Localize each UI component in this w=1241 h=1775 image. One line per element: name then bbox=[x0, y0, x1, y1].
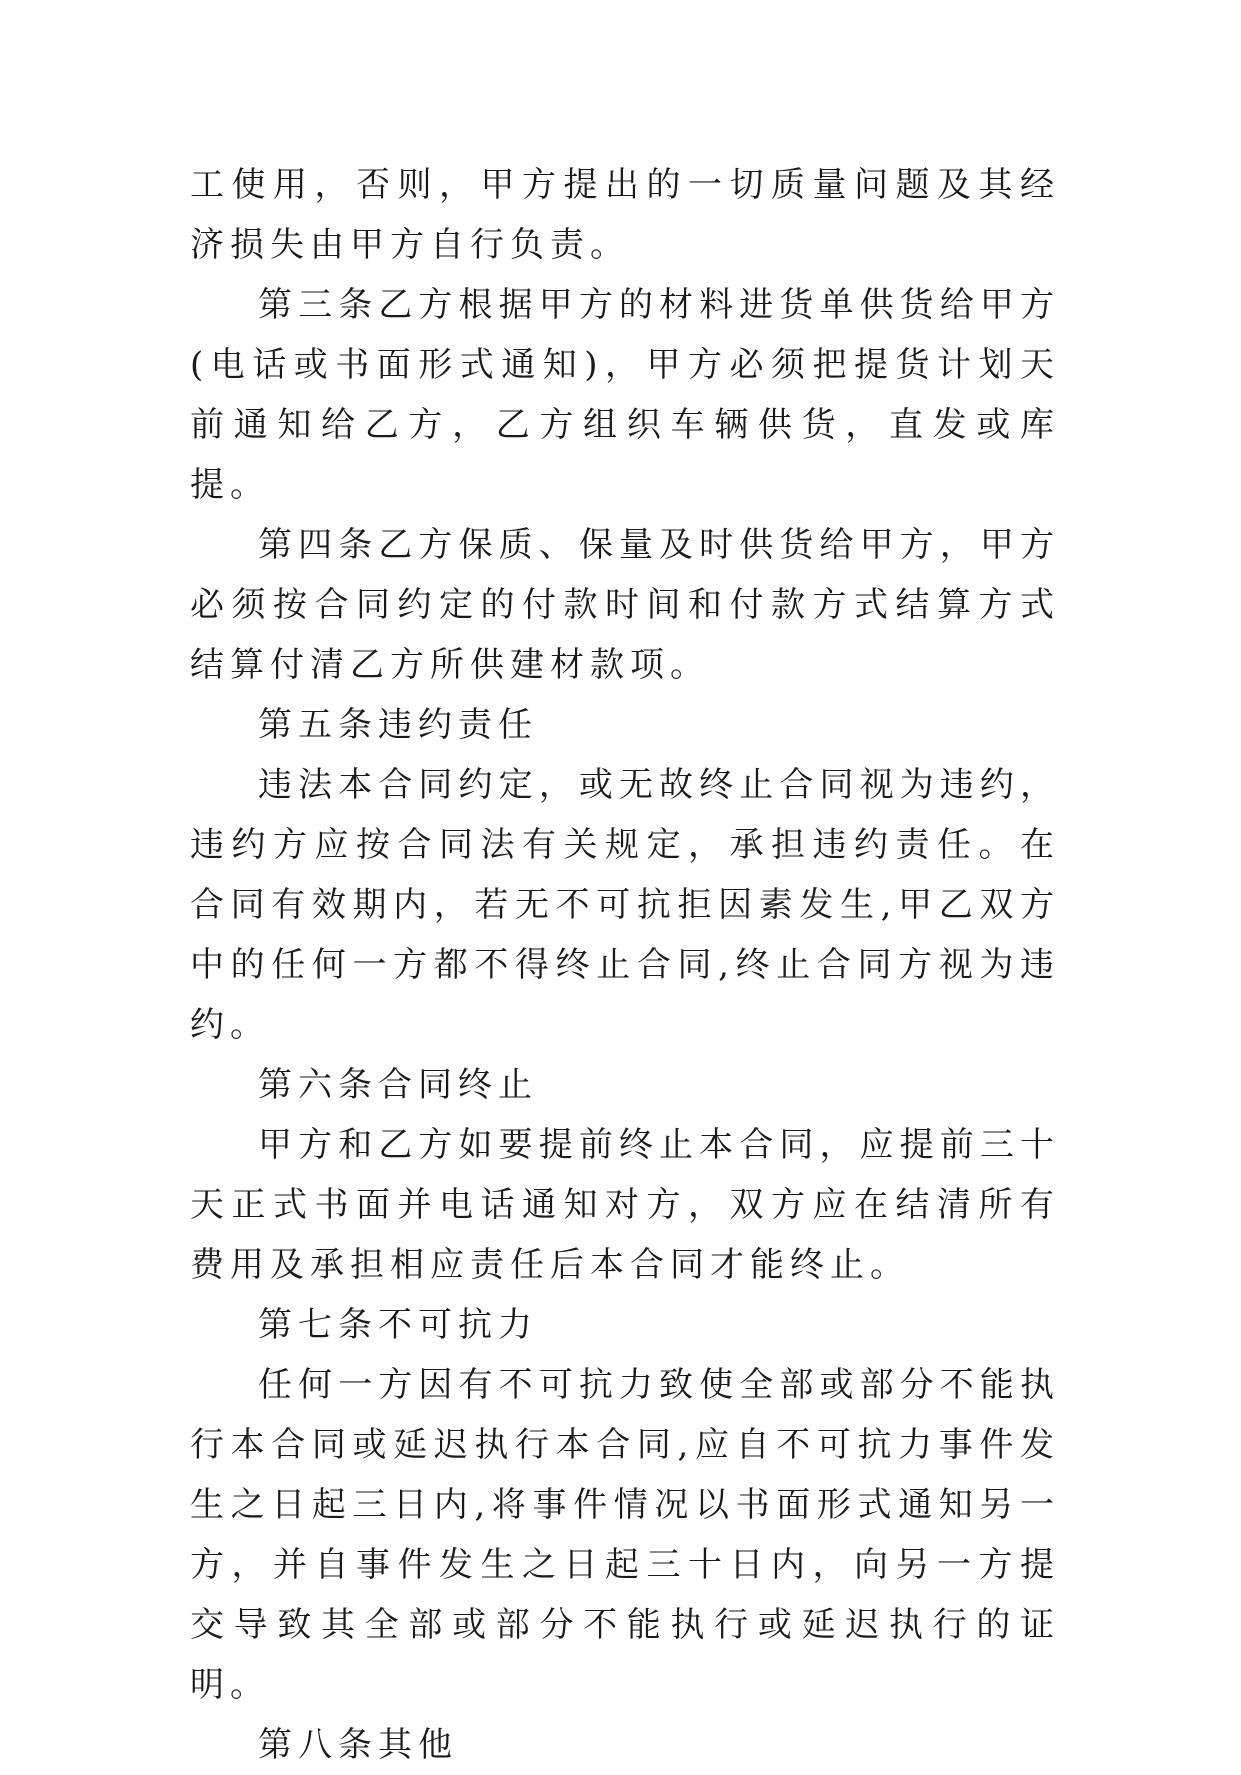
paragraph-article-5-body: 违法本合同约定，或无故终止合同视为违约，违约方应按合同法有关规定，承担违约责任。在合同有效期内，若无不可抗拒因素发生,甲乙双方中的任何一方都不得终止合同,终止合同方视为违约。 bbox=[190, 765, 1060, 1045]
paragraph-article-6-body: 甲方和乙方如要提前终止本合同，应提前三十天正式书面并电话通知对方，双方应在结清所有费用及承担相应责任后本合同才能终止。 bbox=[190, 1125, 1060, 1285]
paragraph-article-3: 第三条乙方根据甲方的材料进货单供货给甲方(电话或书面形式通知)，甲方必须把提货计划天前通知给乙方，乙方组织车辆供货，直发或库提。 bbox=[190, 285, 1060, 505]
heading-article-6: 第六条合同终止 bbox=[258, 1065, 538, 1105]
document-body bbox=[190, 155, 1060, 1775]
heading-article-7: 第七条不可抗力 bbox=[258, 1305, 538, 1345]
paragraph-article-4: 第四条乙方保质、保量及时供货给甲方，甲方必须按合同约定的付款时间和付款方式结算方式结算付清乙方所供建材款项。 bbox=[190, 525, 1060, 685]
heading-article-8: 第八条其他 bbox=[258, 1725, 458, 1765]
paragraph-continuation: 工使用，否则，甲方提出的一切质量问题及其经济损失由甲方自行负责。 bbox=[190, 165, 1060, 265]
heading-article-5: 第五条违约责任 bbox=[258, 705, 538, 745]
paragraph-article-7-body: 任何一方因有不可抗力致使全部或部分不能执行本合同或延迟执行本合同,应自不可抗力事件发生之日起三日内,将事件情况以书面形式通知另一方，并自事件发生之日起三十日内，向另一方提交导致其全部或部分不能执行或延迟执行的证明。 bbox=[190, 1365, 1060, 1705]
